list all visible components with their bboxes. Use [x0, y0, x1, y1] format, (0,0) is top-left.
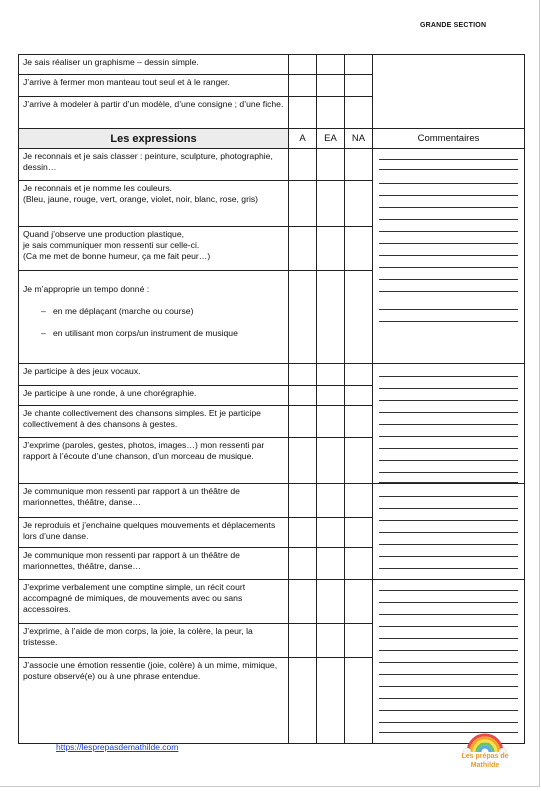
comment-line [379, 496, 518, 497]
check-na[interactable] [345, 97, 373, 129]
comment-line [379, 448, 518, 449]
check-ea[interactable] [317, 484, 345, 518]
comments-cell[interactable] [373, 149, 525, 364]
check-a[interactable] [289, 580, 317, 624]
check-a[interactable] [289, 484, 317, 518]
skill-intro: Je m’approprie un tempo donné : [23, 284, 150, 294]
comment-line [379, 686, 518, 687]
skill-text: Je communique mon ressenti par rapport à un théâtre de marionnettes, théâtre, danse… [23, 550, 240, 571]
comment-line [379, 159, 518, 160]
comment-line [379, 388, 518, 389]
comment-line [379, 183, 518, 184]
comment-line [379, 460, 518, 461]
comment-line [379, 436, 518, 437]
table-row [19, 484, 525, 518]
check-na[interactable] [345, 484, 373, 518]
section-label: GRANDE SECTION [420, 22, 487, 29]
comment-line [379, 321, 518, 322]
comment-line [379, 626, 518, 627]
logo-line-1: Les prépas de [461, 753, 509, 760]
check-a[interactable] [289, 518, 317, 548]
check-ea[interactable] [317, 75, 345, 97]
check-a[interactable] [289, 406, 317, 438]
check-na[interactable] [345, 438, 373, 484]
check-na[interactable] [345, 658, 373, 744]
check-ea[interactable] [317, 55, 345, 75]
skill-text: Je participe à des jeux vocaux. [23, 366, 141, 376]
col-comments-header: Commentaires [373, 129, 525, 149]
comment-line [379, 590, 518, 591]
comment-line [379, 400, 518, 401]
check-ea[interactable] [317, 518, 345, 548]
sub-item: – en utilisant mon corps/un instrument de musique [41, 328, 284, 339]
check-ea[interactable] [317, 548, 345, 580]
skill-text: J’arrive à modeler à partir d’un modèle, d’une consigne ; d’une fiche. [23, 99, 284, 109]
check-ea[interactable] [317, 386, 345, 406]
comment-line [379, 279, 518, 280]
comment-line [379, 169, 518, 170]
comment-line [379, 710, 518, 711]
check-a[interactable] [289, 227, 317, 271]
check-ea[interactable] [317, 227, 345, 271]
comment-line [379, 614, 518, 615]
check-a[interactable] [289, 75, 317, 97]
check-a[interactable] [289, 364, 317, 386]
check-na[interactable] [345, 149, 373, 181]
check-ea[interactable] [317, 438, 345, 484]
check-na[interactable] [345, 548, 373, 580]
check-na[interactable] [345, 624, 373, 658]
comment-line [379, 291, 518, 292]
check-na[interactable] [345, 271, 373, 364]
col-na-header: NA [345, 129, 373, 149]
comment-line [379, 219, 518, 220]
skill-text: Je chante collectivement des chansons simples. Et je participe collectivement à des chansons à gestes. [23, 408, 261, 429]
sub-item: – en me déplaçant (marche ou course) [41, 306, 284, 317]
table-header [19, 129, 525, 149]
table-row [19, 149, 525, 181]
check-na[interactable] [345, 55, 373, 75]
table-row [19, 580, 525, 624]
comment-line [379, 412, 518, 413]
comment-line [379, 532, 518, 533]
check-ea[interactable] [317, 271, 345, 364]
check-a[interactable] [289, 149, 317, 181]
skill-text: J’exprime, à l’aide de mon corps, la joie, la colère, la peur, la tristesse. [23, 626, 253, 647]
skill-text: Je communique mon ressenti par rapport à un théâtre de marionnettes, théâtre, danse… [23, 486, 240, 507]
check-a[interactable] [289, 548, 317, 580]
comment-line [379, 376, 518, 377]
comments-cell[interactable] [373, 484, 525, 580]
check-a[interactable] [289, 181, 317, 227]
comment-line [379, 243, 518, 244]
skill-text [19, 271, 288, 363]
comment-line [379, 722, 518, 723]
check-ea[interactable] [317, 624, 345, 658]
skill-text: Je reconnais et je nomme les couleurs. (Bleu, jaune, rouge, vert, orange, violet, noir, blanc, rose, gris) [23, 183, 259, 204]
comment-line [379, 231, 518, 232]
comment-line [379, 508, 518, 509]
col-a-header: A [289, 129, 317, 149]
check-ea[interactable] [317, 149, 345, 181]
check-na[interactable] [345, 406, 373, 438]
comment-line [379, 662, 518, 663]
comment-line [379, 602, 518, 603]
check-ea[interactable] [317, 181, 345, 227]
check-ea[interactable] [317, 364, 345, 386]
check-na[interactable] [345, 75, 373, 97]
comment-line [379, 195, 518, 196]
skill-text: Je reconnais et je sais classer : peinture, sculpture, photographie, dessin… [23, 151, 273, 172]
check-a[interactable] [289, 658, 317, 744]
check-na[interactable] [345, 518, 373, 548]
check-na[interactable] [345, 181, 373, 227]
skill-text: J’arrive à fermer mon manteau tout seul et à le ranger. [23, 77, 230, 87]
skill-text: Je sais réaliser un graphisme – dessin simple. [23, 57, 199, 67]
skill-text: Quand j’observe une production plastique, je sais communiquer mon ressenti sur celle-ci. (Ca me met de bonne humeur, ça me fait peur…) [23, 229, 211, 261]
check-na[interactable] [345, 580, 373, 624]
check-ea[interactable] [317, 658, 345, 744]
evaluation-table [18, 54, 525, 744]
skill-text: Je reproduis et j’enchaine quelques mouvements et déplacements lors d’une danse. [23, 520, 276, 541]
table-row [19, 55, 525, 75]
comment-line [379, 309, 518, 310]
check-a[interactable] [289, 55, 317, 75]
comment-line [379, 698, 518, 699]
check-a[interactable] [289, 271, 317, 364]
check-ea[interactable] [317, 406, 345, 438]
check-a[interactable] [289, 386, 317, 406]
website-link[interactable]: https://lesprepasdemathilde.com [56, 742, 179, 752]
comment-line [379, 568, 518, 569]
comment-line [379, 638, 518, 639]
comment-line [379, 255, 518, 256]
logo-line-2: Mathilde [470, 762, 500, 769]
check-na[interactable] [345, 386, 373, 406]
skill-text: J’exprime (paroles, gestes, photos, images…) mon ressenti par rapport à l’écoute d’une chanson, d’un morceau de musique. [23, 440, 265, 461]
sub-list [23, 295, 284, 350]
table-row [19, 364, 525, 386]
comment-line [379, 267, 518, 268]
col-ea-header: EA [317, 129, 345, 149]
comment-line [379, 674, 518, 675]
check-ea[interactable] [317, 580, 345, 624]
skill-text: J’exprime verbalement une comptine simple, un récit court accompagné de mimiques, de mouvements avec ou sans accessoires. [23, 582, 246, 614]
comments-cell[interactable] [373, 364, 525, 484]
comment-line [379, 650, 518, 651]
comment-line [379, 472, 518, 473]
check-a[interactable] [289, 624, 317, 658]
skill-text: Je participe à une ronde, à une chorégraphie. [23, 388, 197, 398]
logo-text [452, 752, 518, 770]
comment-line [379, 544, 518, 545]
check-a[interactable] [289, 438, 317, 484]
comment-line [379, 424, 518, 425]
check-ea[interactable] [317, 97, 345, 129]
comment-line [379, 207, 518, 208]
section-title: Les expressions [19, 129, 289, 149]
check-a[interactable] [289, 97, 317, 129]
comments-cell[interactable] [373, 580, 525, 744]
comments-cell[interactable] [373, 55, 525, 129]
skill-text: J’associe une émotion ressentie (joie, colère) à un mime, mimique, posture observé(e) ou à une phrase entendue. [23, 660, 278, 681]
comment-line [379, 556, 518, 557]
check-na[interactable] [345, 227, 373, 271]
comment-line [379, 520, 518, 521]
check-na[interactable] [345, 364, 373, 386]
